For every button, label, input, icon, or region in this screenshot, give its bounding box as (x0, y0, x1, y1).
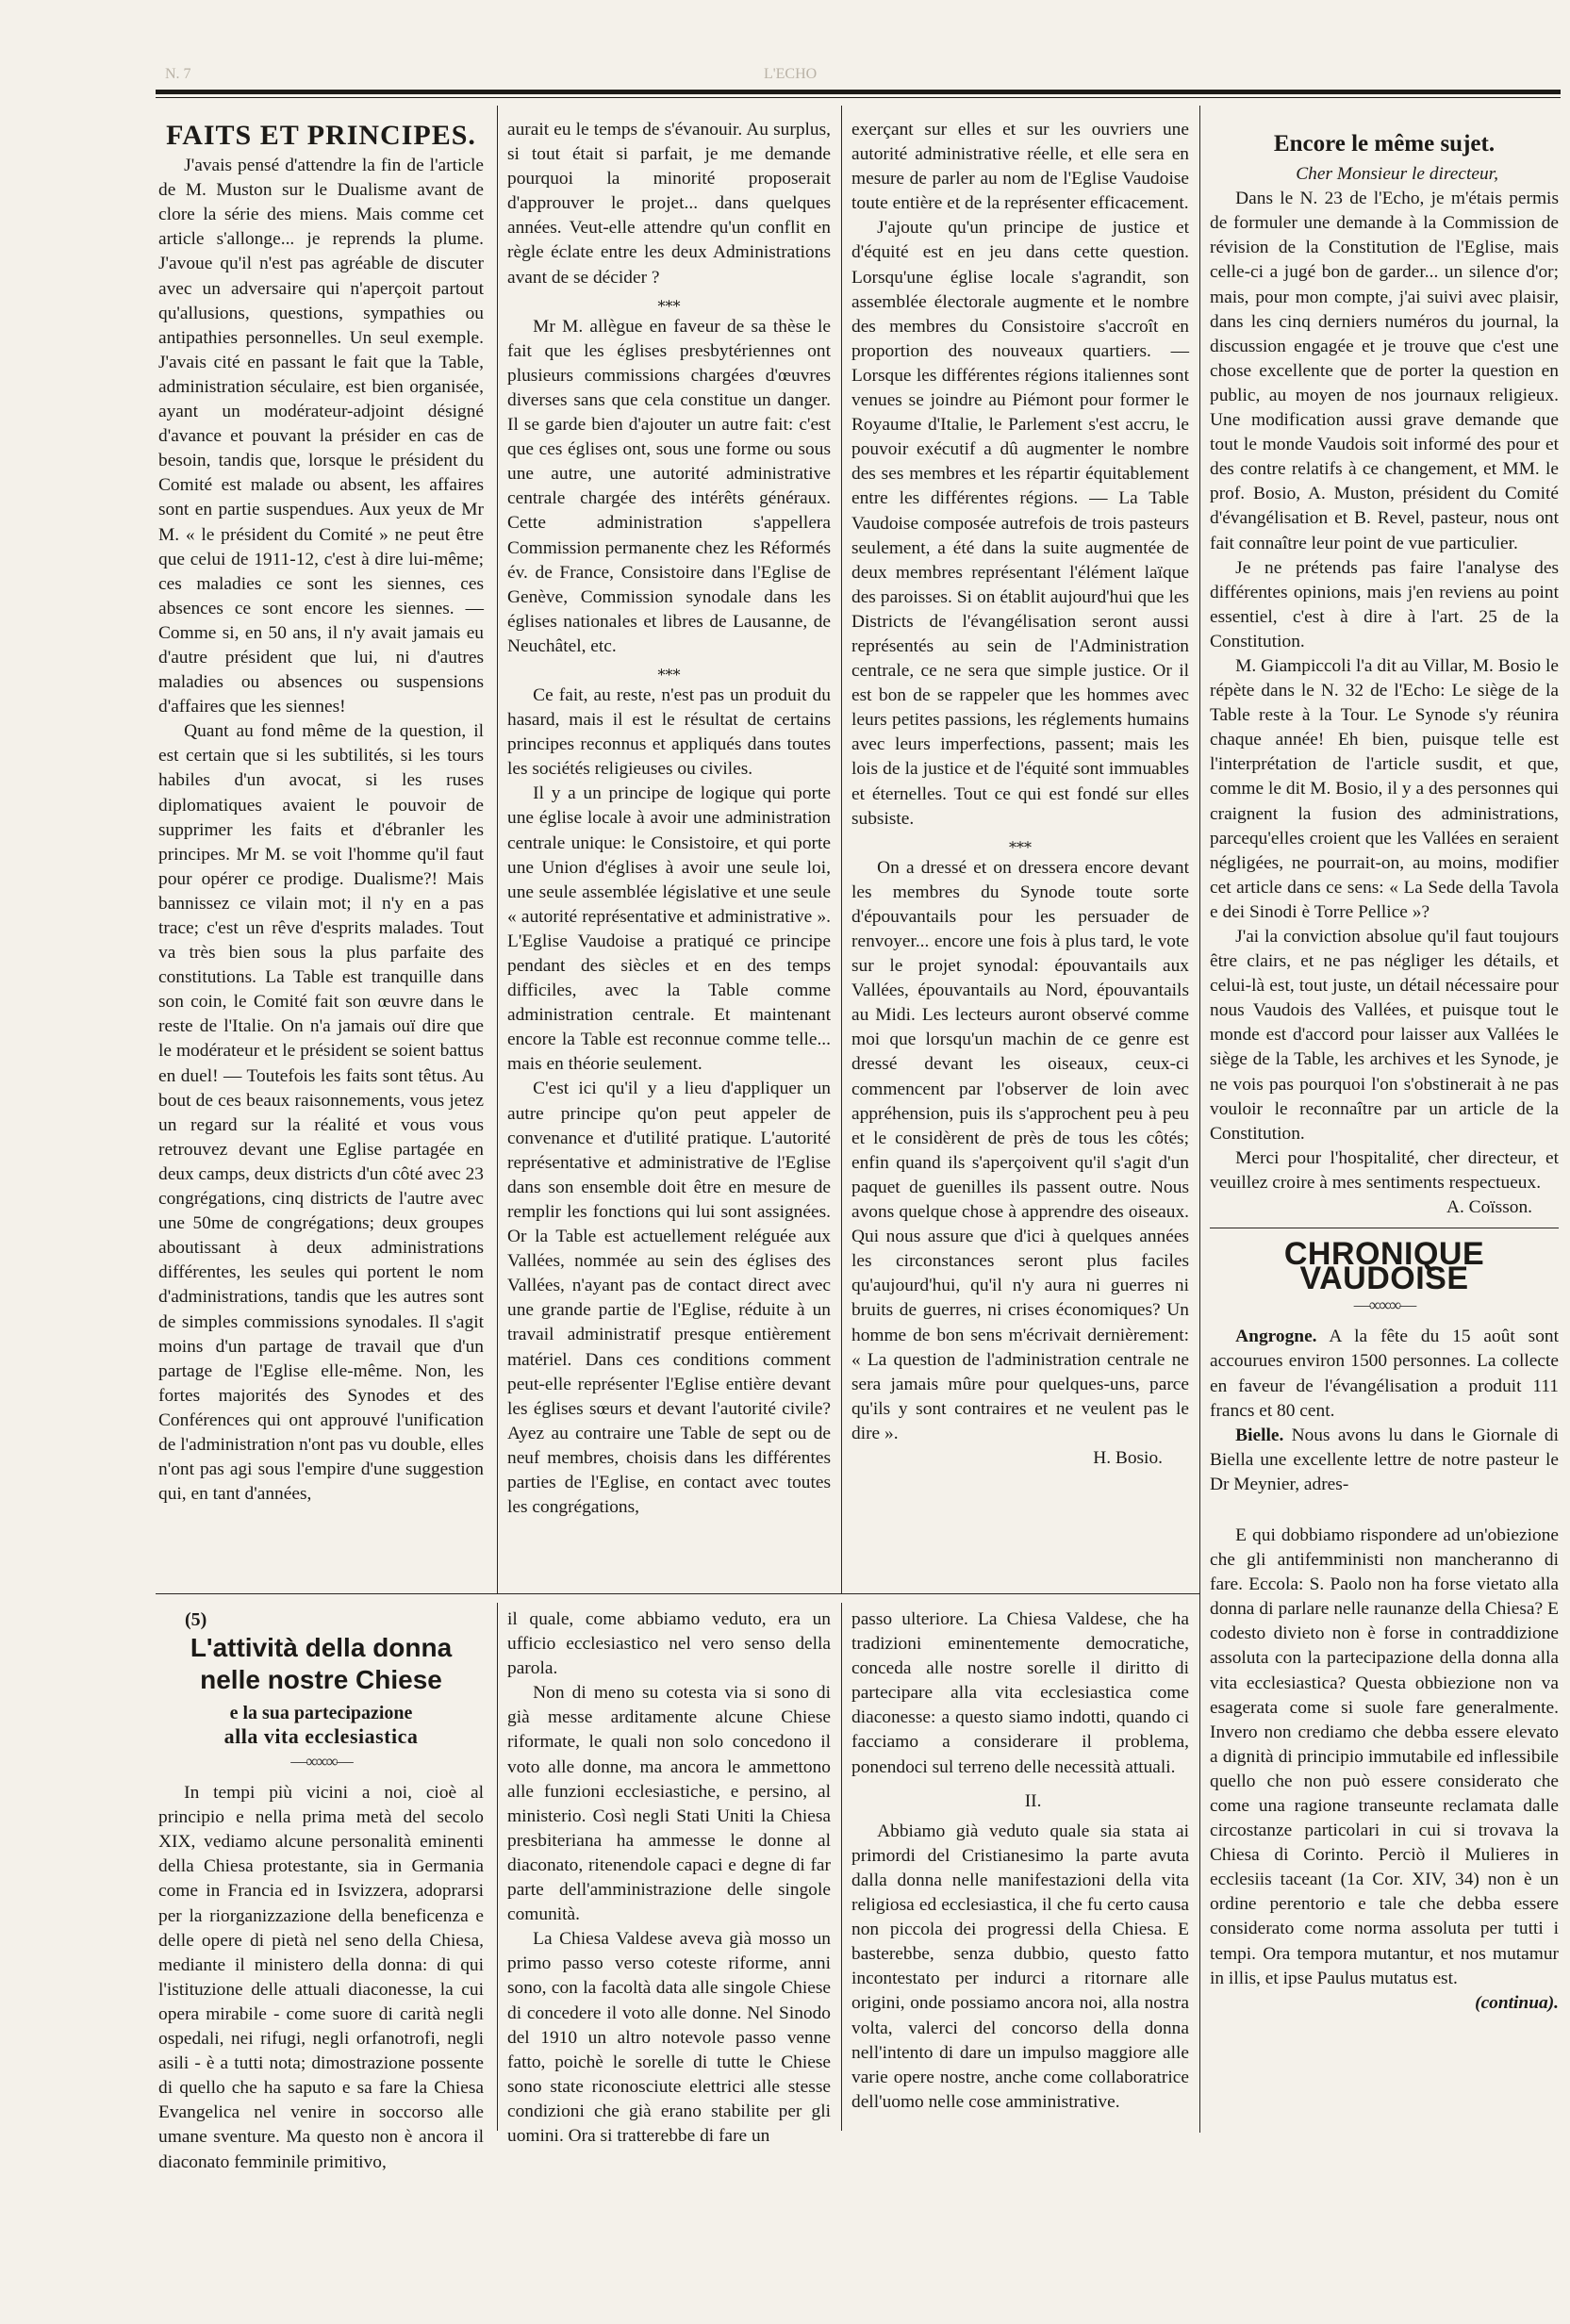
section-stars: ⁎⁎⁎ (657, 293, 681, 310)
paragraph: E qui dobbiamo rispondere ad un'obiezione che gli antifemministi non mancheranno di fare. Eccola: S. Paolo non ha forse vietato alla donna di parlare nelle raunanze della Chiesa? E codesto divieto non è forse in contraddizione assoluta con la partecipazione della donna alla vita ecclesiastica? Questa obbiezione non va esagerata come si suole fare generalmente. Invero non crediamo che debba essere elevato a dignità di principio immutabile ed inflessibile quello che non può essere considerato che come una ragione transeunte reclamata dalle circostanze particolari in cui si trovava la Chiesa di Corinto. Perciò il Mulieres in ecclesiis taceant (1a Cor. XIV, 34) non è un ordine perentorio e tale che debba essere considerato come norma assoluta per tutti i tempi. Ora tempora mutantur, et nos mutamur in illis, et ipse Paulus mutatus est. (1210, 1525, 1559, 1988)
article-faits-continued (507, 118, 831, 1598)
article-faits-end (851, 118, 1189, 1598)
section-stars: ⁎⁎⁎ (1009, 834, 1032, 851)
column-rule (497, 106, 498, 1593)
column-rule (841, 1603, 842, 2131)
continued-note: (continua). (1475, 1992, 1559, 2013)
paragraph: J'ai la conviction absolue qu'il faut toujours être clairs, et ne pas négliger les détails, et celui-là est, tout juste, un détail nécessaire pour nous Vaudois des Vallées, et puisque tout le monde est d'accord pour laisser aux Vallées le siège de la Table, les archives et les Synode, je ne vois pas pourquoi l'on s'obstinerait à ne pas vouloir le reconnaître par un article de la Constitution. (1210, 927, 1559, 1144)
paragraph: Dans le N. 23 de l'Echo, je m'étais permis de formuler une demande à la Commission de révision de la Constitution de l'Eglise, mais celle-ci a jugé bon de garder... un silence d'or; mais, pour mon compte, j'ai suivi avec plaisir, dans les cinq derniers numéros du journal, la discussion engagée et je trouve que c'est une chose excellente que de porter la question en public, au moyen de nos journaux religieux. Une modification aussi grave demande que tout le monde Vaudois soit informé des pour et des contre relatifs à ce changement, et MM. le prof. Bosio, A. Muston, président du Comité d'évangélisation et B. Revel, pasteur, nous ont fait connaître leur point de vue particulier. (1210, 189, 1559, 553)
paragraph: C'est ici qu'il y a lieu d'appliquer un autre principe qu'on peut appeler de convenance et d'utilité pratique. L'autorité représentative et administrative de l'Eglise dans son ensemble doit être en mesure de remplir les fonctions qui lui sont assignées. Or la Table est actuellement reléguée aux Vallées, nommée au sein des églises des Vallées, n'ayant pas de contact direct avec une grande partie de l'Eglise, réduite à un travail administratif presque entièrement matériel. Dans ces conditions comment peut-elle représenter l'Eglise entière devant les églises sœurs et devant l'autorité civile? Ayez au contraire une Table de sept ou de neuf membres, choisis dans les différentes parties de l'Eglise, en contact avec toutes les congrégations, (507, 1079, 831, 1518)
article-subtitle: e la sua partecipazione (229, 1703, 413, 1724)
column-rule (1199, 106, 1200, 2133)
chronique-item: Angrogne. A la fête du 15 août sont accourues environ 1500 personnes. La collecte en faveur de l'évangélisation a produit 111 francs et 80 cent. (1210, 1327, 1559, 1421)
paragraph: exerçant sur elles et sur les ouvriers une autorité administrative réelle, et elle sera en mesure de parler au nom de l'Eglise Vaudoise toute entière et de la représenter efficacement. (851, 120, 1189, 214)
paragraph: J'ajoute qu'un principe de justice et d'équité est en jeu dans cette question. Lorsqu'une église locale s'agrandit, son assemblée électorale augmente et le nombre des membres du Consistoire s'accroît en proportion des nouveaux quartiers. — Lorsque les différentes régions italiennes sont venues se joindre au Piémont pour former le Royaume d'Italie, le Parlement s'est accru, le pouvoir exécutif a dû augmenter le nombre des ses membres et les répartir équitablement entre les différentes régions. — La Table Vaudoise composée autrefois de trois pasteurs seulement, a été dans la suite augmentée de deux membres représentant l'élément laïque des paroisses. Si on établit aujourd'hui que les Districts de l'évangélisation seront aussi représentés au sein de l'Administration centrale, ce ne sera que simple justice. Or il est bon de se rappeler que les hommes avec leurs petites passions, les réglements humains avec leurs imperfections, passent; mais les lois de la justice et de l'équité sont immuables et éternelles. Tout ce qui est fondé sur elles subsiste. (851, 218, 1189, 829)
paragraph: La Chiesa Valdese aveva già mosso un primo passo verso coteste riforme, anni sono, con la facoltà data alle singole Chiese di concedere il voto alle donne. Nel Sinodo del 1910 un altro notevole passo venne fatto, poichè le sorelle di tutte le Chiese sono state riconosciute elettrici alle stesse condizioni che già erano stabilite per gli uomini. Ora si tratterebbe di fare un (507, 1929, 831, 2146)
article-attivita-donna (158, 1607, 484, 2172)
salutation: Cher Monsieur le directeur, (1296, 164, 1498, 185)
paragraph: Merci pour l'hospitalité, cher directeur, et veuillez croire à mes sentiments respectueux. (1210, 1147, 1559, 1193)
section-divider (156, 1593, 1199, 1594)
article-number: (5) (185, 1609, 207, 1630)
signature: H. Bosio. (1093, 1447, 1163, 1468)
column-rule (841, 106, 842, 1593)
paragraph: Il y a un principe de logique qui porte une église locale à avoir une administration centrale unique: le Consistoire, et qui porte une Union d'églises à avoir une seule loi, une seule assemblée législative et une seule « autorité représentative et administrative ». L'Eglise Vaudoise a pratiqué ce principe pendant des siècles et en des temps difficiles, avec la Table comme administration centrale. Et maintenant encore la Table est reconnue comme telle... mais en théorie seulement. (507, 783, 831, 1075)
paragraph: Mr M. allègue en faveur de sa thèse le fait que les églises presbytériennes ont plusieurs commissions chargées d'œuvres diverses sans que cela constitue un danger. Il se garde bien d'ajouter un autre fait: c'est que ces églises ont, sous une forme ou sous une autre, une autorité administrative centrale chargée des intérêts généraux. Cette administration s'appellera Commission permanente chez les Réformés év. de France, Consistoire dans l'Eglise de Genève, Commission synodale dans les églises nationales et libres de Lausanne, de Neuchâtel, etc. (507, 316, 831, 656)
paragraph: il quale, come abbiamo veduto, era un ufficio ecclesiastico nel vero senso della parola. (507, 1609, 831, 1679)
masthead-rule-thick (156, 90, 1561, 94)
paragraph: Non di meno su cotesta via si sono di già messe arditamente alcune Chiese riformate, le quali non solo concedono il voto alle donne, ma ancora le ammettono alle funzioni ecclesiastiche, e persino, al ministerio. Così negli Stati Uniti la Chiesa presbiteriana ha ammesse le donne al diaconato, ritenendole capaci e degne di far parte dell'amministrazione delle singole comunità. (507, 1683, 831, 1925)
paragraph: Je ne prétends pas faire l'analyse des différentes opinions, mais j'en reviens au point essentiel, c'est à dire à l'art. 25 de la Constitution. (1210, 557, 1559, 651)
paragraph: J'avais pensé d'attendre la fin de l'article de M. Muston sur le Dualisme avant de clore la série des miens. Mais comme cet article s'allonge... je reprends la plume. J'avoue qu'il n'est pas agréable de discuter avec un adversaire qui n'aperçoit partout qu'allusions, questions, sympathies ou antipathies personnelles. Un seul exemple. J'avais cité en passant le fait que la Table, administration séculaire, est bien organisée, ayant un modérateur-adjoint désigné d'avance et pouvant la présider en cas de besoin, tandis que, lorsque le président du Comité est malade ou absent, les affaires sont en partie suspendues. Aux yeux de Mr M. « le président du Comité » ne peut être que celui de 1911-12, c'est à dire lui-même; ces maladies ce sont les siennes, ces absences ce sont encore les siennes. — Comme si, en 50 ans, il n'y avait jamais eu d'autre président que lui, ni d'autres maladies ou absences ou suspensions d'affaires que les siennes! (158, 156, 484, 717)
paragraph: aurait eu le temps de s'évanouir. Au surplus, si tout était si parfait, je me demande pourquoi la minorité proposerait d'approuver le projet... dans quelques années. Veut-elle attendre qu'un conflit en règle éclate entre les deux Administrations avant de se décider ? (507, 120, 831, 288)
column-rule (497, 1603, 498, 2131)
letter-title: Encore le même sujet. (1273, 131, 1496, 157)
signature: A. Coïsson. (1446, 1197, 1532, 1218)
chronique-place: Bielle. (1235, 1425, 1284, 1445)
article-faits-et-principes (158, 118, 484, 1598)
paragraph: Ce fait, au reste, n'est pas un produit du hasard, mais il est le résultat de certains principes reconnus et appliqués dans toutes les sociétés religieuses ou civiles. (507, 684, 831, 780)
paragraph: On a dressé et on dressera encore devant les membres du Synode toute sorte d'épouvantails pour les persuader de renvoyer... encore une fois à plus tard, le vote sur le projet synodal: épouvantails aux Vallées, épouvantails au Nord, épouvantails au Midi. Les lecteurs auront observé comme moi que lorsqu'un machin de ce genre est dressé devant les oiseaux, ceux-ci commencent par l'observer de loin avec appréhension, puis ils s'approchent peu à peu et le considèrent de près de tous les côtés; enfin quand ils s'aperçoivent qu'il s'agit d'un paquet de guenilles ils passent outre. Nous avons quelque chose à apprendre des oiseaux. Qui nous assure que d'ici à quelques années les circonstances seront plus faciles qu'aujourd'hui, qu'il n'y aura ni guerres ni bruits de guerres, ni crises économiques? Un homme de bon sens m'écrivait dernièrement: « La question de l'administration centrale ne sera jamais mûre pour quelques-uns, parce qu'ils y sont contraires et ne veulent pas le dire ». (851, 857, 1189, 1443)
paragraph: Abbiamo già veduto quale sia stata ai primordi del Cristianesimo la parte avuta dalla donna nelle manifestazioni della vita religiosa ed ecclesiastica, il che fu certo causa non piccola dei progressi della Chiesa. E basterebbe, senza dubbio, questo fatto incontestato per indurci a ritornare alle origini, onde possiamo ancora noi, alla nostra volta, valerci del concorso della donna nell'intento di dare un impulso maggiore alle varie opere nostre, anche come collaboratrice dell'uomo nelle cose amministrative. (851, 1821, 1189, 2112)
article-title: L'attività della donna nelle nostre Chiese (190, 1633, 453, 1695)
article-subtitle: alla vita ecclesiastica (223, 1724, 419, 1749)
running-head: L'ECHO (764, 66, 818, 82)
chronique-item: Bielle. Nous avons lu dans le Giornale di Biella une excellente lettre de notre pasteur le Dr Meynier, adres- (1210, 1425, 1559, 1494)
article-title: FAITS ET PRINCIPES. (166, 120, 476, 151)
chronique-title: CHRONIQUE VAUDOISE (1283, 1236, 1485, 1297)
paragraph: passo ulteriore. La Chiesa Valdese, che ha tradizioni eminentemente democratiche, conceda alle nostre sorelle il diritto di partecipare alla vita ecclesiastica come diaconesse: a questo siamo indotti, quando ci facciamo a considerare il problema, ponendoci sul terreno delle necessità attuali. (851, 1609, 1189, 1777)
section-stars: ⁎⁎⁎ (657, 662, 681, 679)
page-number: N. 7 (165, 66, 191, 82)
article-attivita-continued (507, 1607, 831, 2146)
ornament-rule: —∞∞∞— (290, 1752, 352, 1772)
chronique-place: Angrogne. (1235, 1327, 1317, 1347)
letter-encore-le-meme-sujet (1210, 132, 1559, 2121)
paragraph: In tempi più vicini a noi, cioè al principio e nella prima metà del secolo XIX, vediamo alcune personalità eminenti della Chiesa protestante, sia in Germania come in Francia ed in Isvizzera, adoprarsi per la riorganizzazione della beneficenza e delle opere di pietà nel seno della Chiesa, mediante il ministero della donna: di qui l'istituzione delle attuali diaconesse, la cui opera mirabile - come suore di carità negli ospedali, nei rifugi, negli orfanotrofi, negli asili - è a tutti nota; dimostrazione possente di quello che ha saputo e sa fare la Chiesa Evangelica nel venire in soccorso alle umane sventure. Ma questo non è ancora il diaconato femminile primitivo, (158, 1783, 484, 2172)
article-attivita-part-ii (851, 1607, 1189, 2131)
section-number: II. (1024, 1790, 1042, 1811)
ornament-rule: —∞∞∞— (1353, 1295, 1415, 1315)
paragraph: Quant au fond même de la question, il est certain que si les subtilités, si les tours habiles d'un avocat, si les ruses diplomatiques avaient le pouvoir de supprimer les faits et d'ébranler les principes. Mr M. se voit l'homme qu'il faut pour opérer ce prodige. Dualisme?! Mais bannissez ce vilain mot; il n'y en a pas trace; c'est un rêve d'esprits malades. Tout va très bien sous la plus parfaite des constitutions. La Table est tranquille dans son coin, le Comité fait son œuvre dans le reste de l'Italie. On n'a jamais ouï dire que le modérateur et le président se soient battus en duel! — Toutefois les faits sont têtus. Au bout de ces beaux raisonnements, vous jetez un regard sur la réalité et vous vous retrouvez devant une Eglise partagée en deux camps, deux districts d'un côté avec 23 congrégations, cinq districts de l'autre avec une 50me de congrégations; deux groupes aboutissant à deux administrations différentes, les seules qui portent le nom d'administrations, tandis que les autres sont de simples commissions synodales. Il s'agit moins d'un partage de travail que d'un partage de l'Eglise elle-même. Non, les fortes majorités des Synodes et des Conférences qui ont approuvé l'unification de l'administration n'ont pas vu double, elles n'ont pas agi sous l'empire d'une suggestion qui, en tant d'années, (158, 721, 484, 1505)
paragraph: M. Giampiccoli l'a dit au Villar, M. Bosio le répète dans le N. 32 de l'Echo: Le siège de la Table reste à la Tour. Le Synode s'y réunira chaque année! Eh bien, puisque telle est l'interprétation de l'article susdit, et que, comme le dit M. Bosio, il y a des personnes qui craignent la fusion des administrations, parcequ'elles croient que les Vallées en seraient négligées, ne pourrait-on, au moins, modifier cet article dans ce sens: « La Sede della Tavola e dei Sinodi è Torre Pellice »? (1210, 655, 1559, 922)
masthead-rule-thin (156, 97, 1561, 98)
